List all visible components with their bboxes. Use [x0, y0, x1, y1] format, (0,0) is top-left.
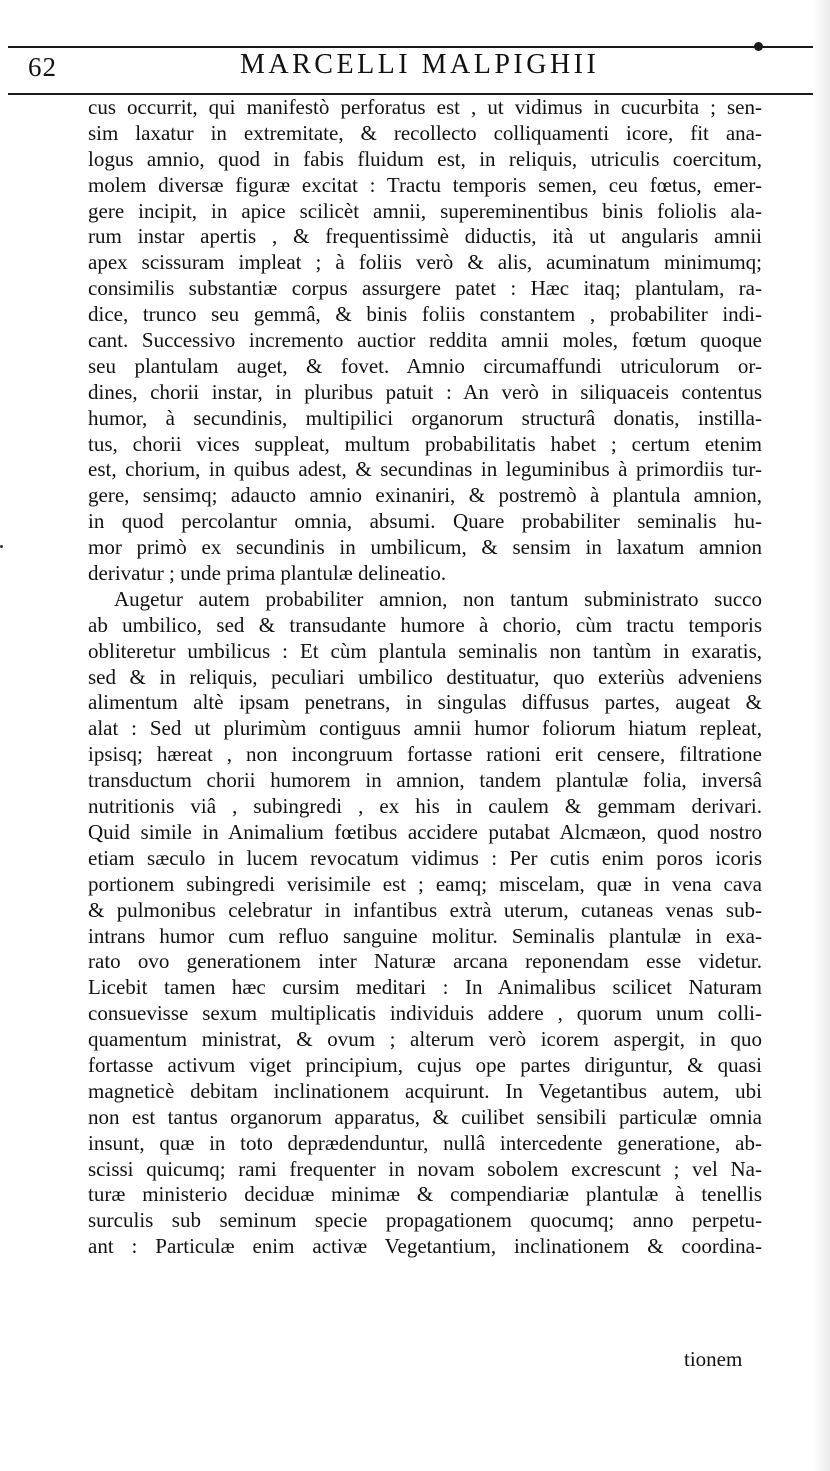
body-text [88, 95, 762, 1260]
text-line: & pulmonibus celebratur in infantibus extrà uterum, cutaneas venas sub- [88, 897, 762, 922]
text-line: quamentum ministrat, & ovum ; alterum verò icorem aspergit, in quo [88, 1027, 762, 1052]
text-line: dice, trunco seu gemmâ, & binis foliis constantem , probabiliter indi- [88, 302, 762, 327]
text-line: est, chorium, in quibus adest, & secundinas in leguminibus à primordiis tur- [88, 457, 762, 482]
text-line: sim laxatur in extremitate, & recollecto colliquamenti icore, fit ana- [88, 120, 762, 145]
text-line: surculis sub seminum specie propagationem quocumq; anno perpetu- [88, 1208, 762, 1233]
running-title: MARCELLI MALPIGHII [240, 49, 600, 80]
text-line: gere incipit, in apice scilicèt amnii, supereminentibus binis foliolis ala- [88, 198, 762, 223]
text-line: rum instar apertis , & frequentissimè diductis, ità ut angularis amnii [88, 224, 762, 249]
text-line: tus, chorii vices suppleat, multum probabilitatis habet ; certum etenim [88, 431, 762, 456]
page-edge-shadow [812, 0, 830, 1471]
text-line: consuevisse sexum multiplicatis individuis addere , quorum unum colli- [88, 1001, 762, 1026]
text-line: dines, chorii instar, in pluribus patuit : An verò in siliquaceis contentus [88, 379, 762, 404]
header-rule-top [8, 46, 813, 48]
text-line: alat : Sed ut plurimùm contiguus amnii humor foliorum hiatum repleat, [88, 716, 762, 741]
text-line: scissi quicumq; rami frequenter in novam sobolem excrescunt ; vel Na- [88, 1156, 762, 1181]
text-line: etiam sæculo in lucem revocatum vidimus : Per cutis enim poros icoris [88, 845, 762, 870]
text-line: portionem subingredi verisimile est ; eamq; miscelam, quæ in vena cava [88, 871, 762, 896]
text-line: non est tantus organorum apparatus, & cuilibet sensibili particulæ omnia [88, 1104, 762, 1129]
text-line: ant : Particulæ enim activæ Vegetantium, inclinationem & coordina- [88, 1234, 762, 1259]
paragraph-first-line: Augetur autem probabiliter amnion, non tantum subministrato succo [114, 586, 762, 611]
text-line: nutritionis viâ , subingredi , ex his in caulem & gemmam derivari. [88, 794, 762, 819]
text-line: Licebit tamen hæc cursim meditari : In Animalibus scilicet Naturam [88, 975, 762, 1000]
page-number: 62 [28, 52, 57, 82]
text-line: in quod percolantur omnia, absumi. Quare probabiliter seminalis hu- [88, 509, 762, 534]
text-line: fortasse activum viget principium, cujus ope partes diriguntur, & quasi [88, 1052, 762, 1077]
paper-speck [0, 545, 3, 548]
text-line: obliteretur umbilicus : Et cùm plantula seminalis non tantùm in exaratis, [88, 638, 762, 663]
text-line: Quid simile in Animalium fœtibus accidere putabat Alcmæon, quod nostro [88, 819, 762, 844]
text-line: alimentum altè ipsam penetrans, in singulas diffusus partes, augeat & [88, 690, 762, 715]
text-line: ab umbilico, sed & transudante humore à chorio, cùm tractu temporis [88, 612, 762, 637]
text-line: intrans humor cum refluo sanguine molitur. Seminalis plantulæ in exa- [88, 923, 762, 948]
text-line: insunt, quæ in toto deprædenduntur, nullâ intercedente generatione, ab- [88, 1130, 762, 1155]
text-line: seu plantulam auget, & fovet. Amnio circumaffundi utriculorum or- [88, 353, 762, 378]
text-line: ipsisq; hæreat , non incongruum fortasse rationi erit censere, filtratione [88, 742, 762, 767]
text-line: molem diversæ figuræ excitat : Tractu temporis semen, ceu fœtus, emer- [88, 172, 762, 197]
text-line: humor, à secundinis, multipilici organorum structurâ donatis, instilla- [88, 405, 762, 430]
text-line: turæ ministerio deciduæ minimæ & compendiariæ plantulæ à tenellis [88, 1182, 762, 1207]
text-line: sed & in reliquis, peculiari umbilico destituatur, quo exteriùs adveniens [88, 664, 762, 689]
text-line: magneticè debitam inclinationem acquirunt. In Vegetantibus autem, ubi [88, 1078, 762, 1103]
text-line: cus occurrit, qui manifestò perforatus est , ut vidimus in cucurbita ; sen- [88, 95, 762, 119]
text-line: rato ovo generationem inter Naturæ arcana reponendam esse videtur. [88, 949, 762, 974]
text-line: apex scissuram impleat ; à foliis verò & alis, acuminatum minimumq; [88, 250, 762, 275]
text-line: transductum chorii humorem in amnion, tandem plantulæ folia, inversâ [88, 768, 762, 793]
paragraph-last-line: derivatur ; unde prima plantulæ delineatio. [88, 561, 447, 586]
catchword: tionem [684, 1347, 743, 1371]
text-line: logus amnio, quod in fabis fluidum est, in reliquis, utriculis coercitum, [88, 146, 762, 171]
text-line: cant. Successivo incremento auctior reddita amnii moles, fœtum quoque [88, 328, 762, 353]
text-line: mor primò ex secundinis in umbilicum, & sensim in laxatum amnion [88, 535, 762, 560]
text-line: gere, sensimq; adaucto amnio exinaniri, & postremò à plantula amnion, [88, 483, 762, 508]
text-line: consimilis substantiæ corpus assurgere patet : Hæc itaq; plantulam, ra- [88, 276, 762, 301]
